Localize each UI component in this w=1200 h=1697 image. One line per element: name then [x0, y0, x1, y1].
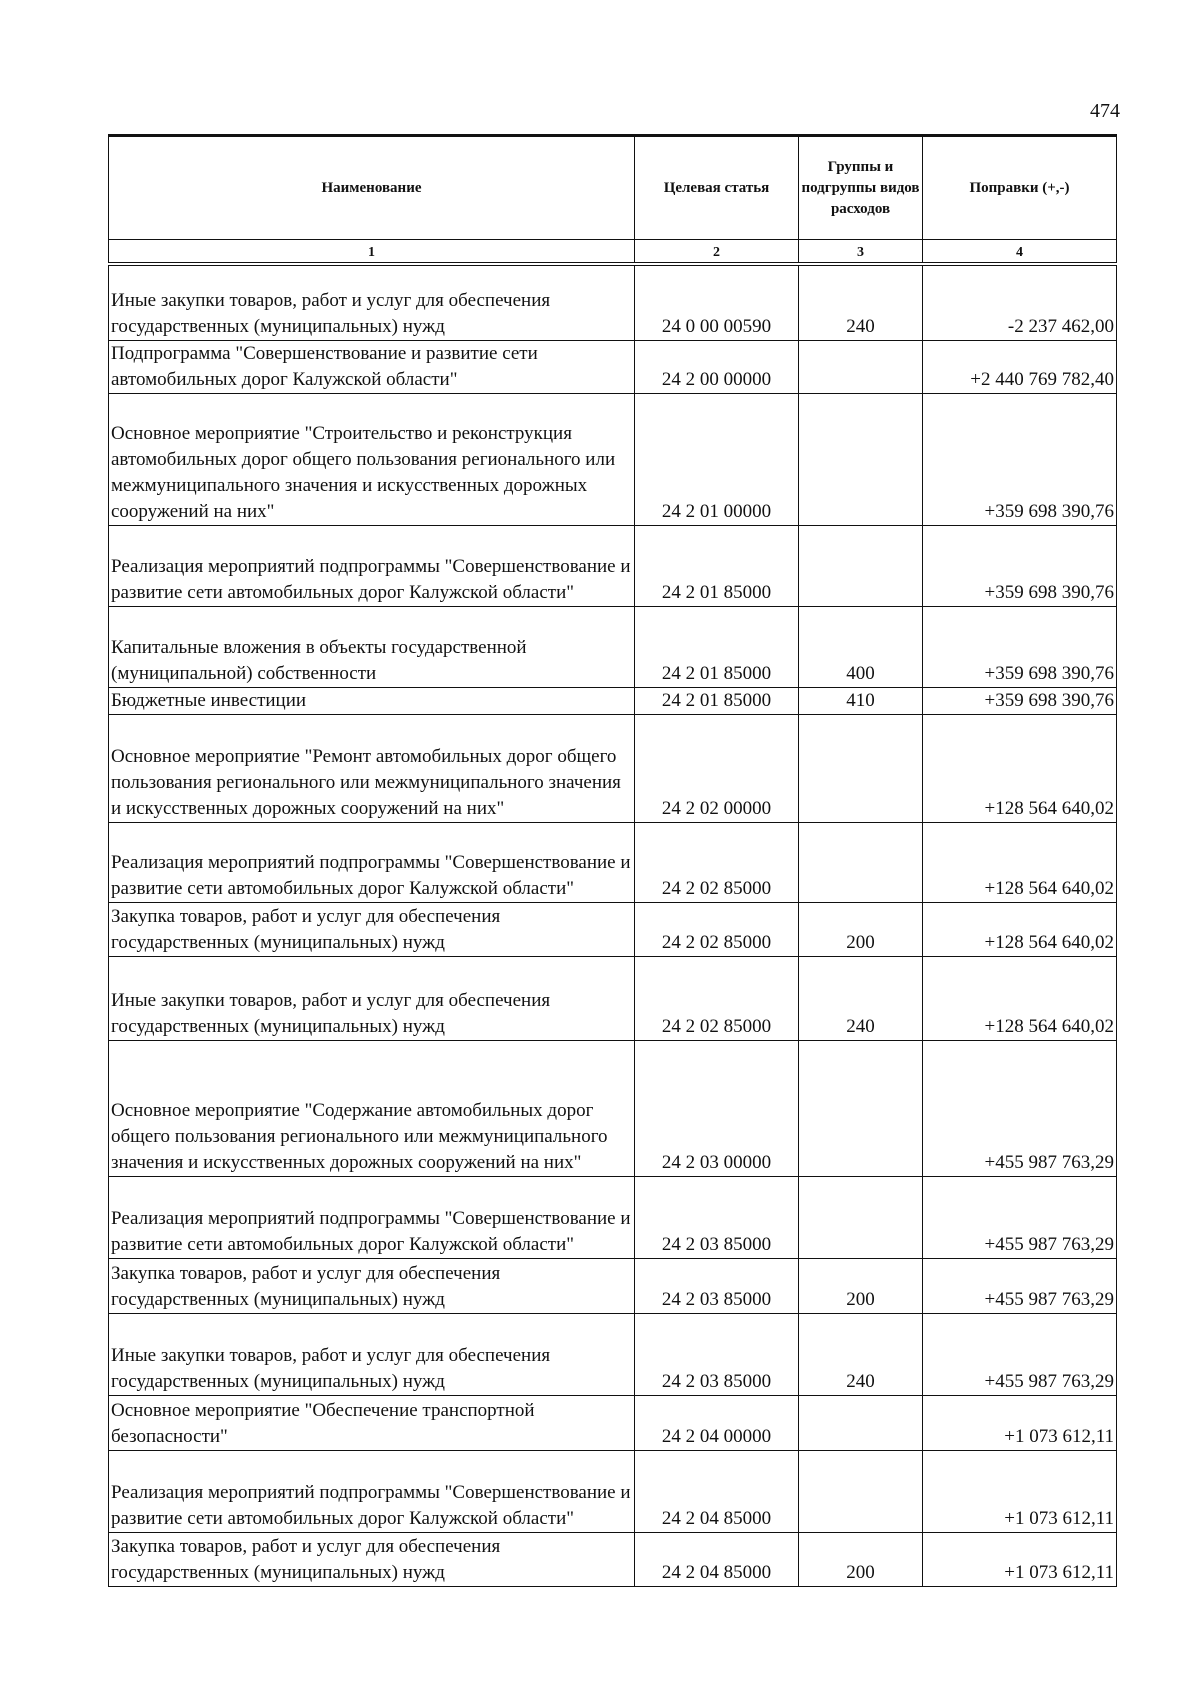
row-amount: +359 698 390,76: [923, 525, 1117, 606]
row-name: Закупка товаров, работ и услуг для обеспечения государственных (муниципальных) нужд: [109, 902, 635, 956]
row-name: Подпрограмма "Совершенствование и развитие сети автомобильных дорог Калужской области": [109, 340, 635, 393]
row-group: 200: [799, 902, 923, 956]
row-amount: +359 698 390,76: [923, 606, 1117, 687]
row-group: [799, 525, 923, 606]
table-row: [109, 606, 1117, 687]
table-row: [109, 393, 1117, 525]
table-row: [109, 1313, 1117, 1395]
row-code: 24 2 02 85000: [635, 822, 799, 902]
row-group: [799, 393, 923, 525]
column-header-amount: Поправки (+,-): [923, 136, 1117, 240]
column-header-group: Группы и подгруппы видов расходов: [799, 136, 923, 240]
table-row: [109, 1040, 1117, 1176]
row-group: 200: [799, 1258, 923, 1313]
column-number-2: 2: [635, 240, 799, 265]
row-amount: +1 073 612,11: [923, 1450, 1117, 1532]
table-row: [109, 714, 1117, 822]
row-name: Закупка товаров, работ и услуг для обеспечения государственных (муниципальных) нужд: [109, 1532, 635, 1586]
row-code: 24 2 02 00000: [635, 714, 799, 822]
row-amount: +359 698 390,76: [923, 393, 1117, 525]
row-code: 24 2 03 00000: [635, 1040, 799, 1176]
row-code: 24 0 00 00590: [635, 264, 799, 340]
row-name: Реализация мероприятий подпрограммы "Совершенствование и развитие сети автомобильных дорог Калужской области": [109, 822, 635, 902]
row-amount: +1 073 612,11: [923, 1395, 1117, 1450]
row-group: 410: [799, 687, 923, 714]
column-number-1: 1: [109, 240, 635, 265]
row-amount: +128 564 640,02: [923, 822, 1117, 902]
table-row: [109, 340, 1117, 393]
row-name: Иные закупки товаров, работ и услуг для обеспечения государственных (муниципальных) нужд: [109, 956, 635, 1040]
row-group: 240: [799, 264, 923, 340]
row-name: Основное мероприятие "Содержание автомобильных дорог общего пользования регионального или межмуниципального значения и искусственных дорожных сооружений на них": [109, 1040, 635, 1176]
row-group: 200: [799, 1532, 923, 1586]
row-amount: +2 440 769 782,40: [923, 340, 1117, 393]
row-code: 24 2 01 00000: [635, 393, 799, 525]
row-group: [799, 1450, 923, 1532]
table-row: [109, 1532, 1117, 1586]
row-name: Капитальные вложения в объекты государственной (муниципальной) собственности: [109, 606, 635, 687]
row-amount: -2 237 462,00: [923, 264, 1117, 340]
row-amount: +359 698 390,76: [923, 687, 1117, 714]
table-row: [109, 822, 1117, 902]
column-header-name: Наименование: [109, 136, 635, 240]
row-code: 24 2 01 85000: [635, 525, 799, 606]
row-code: 24 2 04 00000: [635, 1395, 799, 1450]
column-header-code: Целевая статья: [635, 136, 799, 240]
row-name: Реализация мероприятий подпрограммы "Совершенствование и развитие сети автомобильных дорог Калужской области": [109, 525, 635, 606]
table-row: [109, 956, 1117, 1040]
row-name: Основное мероприятие "Ремонт автомобильных дорог общего пользования регионального или межмуниципального значения и искусственных дорожных сооружений на них": [109, 714, 635, 822]
row-name: Реализация мероприятий подпрограммы "Совершенствование и развитие сети автомобильных дорог Калужской области": [109, 1176, 635, 1258]
row-group: [799, 1176, 923, 1258]
row-name: Реализация мероприятий подпрограммы "Совершенствование и развитие сети автомобильных дорог Калужской области": [109, 1450, 635, 1532]
row-amount: +128 564 640,02: [923, 956, 1117, 1040]
row-group: [799, 822, 923, 902]
table-header-row: [109, 136, 1117, 240]
page-number: 474: [1090, 100, 1120, 122]
table-row: [109, 264, 1117, 340]
row-code: 24 2 04 85000: [635, 1450, 799, 1532]
row-group: 240: [799, 1313, 923, 1395]
row-amount: +455 987 763,29: [923, 1313, 1117, 1395]
row-code: 24 2 00 00000: [635, 340, 799, 393]
budget-amendments-table: [108, 134, 1117, 1587]
row-group: [799, 1040, 923, 1176]
row-amount: +455 987 763,29: [923, 1176, 1117, 1258]
row-code: 24 2 02 85000: [635, 902, 799, 956]
row-name: Основное мероприятие "Строительство и реконструкция автомобильных дорог общего пользования регионального или межмуниципального значения и искусственных дорожных сооружений на них": [109, 393, 635, 525]
row-amount: +128 564 640,02: [923, 902, 1117, 956]
row-code: 24 2 01 85000: [635, 606, 799, 687]
row-amount: +1 073 612,11: [923, 1532, 1117, 1586]
row-amount: +455 987 763,29: [923, 1258, 1117, 1313]
row-name: Основное мероприятие "Обеспечение транспортной безопасности": [109, 1395, 635, 1450]
table-row: [109, 525, 1117, 606]
row-name: Бюджетные инвестиции: [109, 687, 635, 714]
row-group: 240: [799, 956, 923, 1040]
row-name: Иные закупки товаров, работ и услуг для обеспечения государственных (муниципальных) нужд: [109, 1313, 635, 1395]
row-code: 24 2 03 85000: [635, 1258, 799, 1313]
row-group: 400: [799, 606, 923, 687]
column-numbering-row: [109, 240, 1117, 265]
column-number-4: 4: [923, 240, 1117, 265]
row-code: 24 2 03 85000: [635, 1176, 799, 1258]
row-code: 24 2 04 85000: [635, 1532, 799, 1586]
row-name: Закупка товаров, работ и услуг для обеспечения государственных (муниципальных) нужд: [109, 1258, 635, 1313]
row-code: 24 2 03 85000: [635, 1313, 799, 1395]
table-row: [109, 902, 1117, 956]
row-group: [799, 714, 923, 822]
row-group: [799, 340, 923, 393]
row-group: [799, 1395, 923, 1450]
row-name: Иные закупки товаров, работ и услуг для обеспечения государственных (муниципальных) нужд: [109, 264, 635, 340]
table-row: [109, 1450, 1117, 1532]
table-row: [109, 1258, 1117, 1313]
table-row: [109, 1176, 1117, 1258]
row-code: 24 2 02 85000: [635, 956, 799, 1040]
column-number-3: 3: [799, 240, 923, 265]
table-row: [109, 687, 1117, 714]
table-row: [109, 1395, 1117, 1450]
row-amount: +455 987 763,29: [923, 1040, 1117, 1176]
row-code: 24 2 01 85000: [635, 687, 799, 714]
row-amount: +128 564 640,02: [923, 714, 1117, 822]
